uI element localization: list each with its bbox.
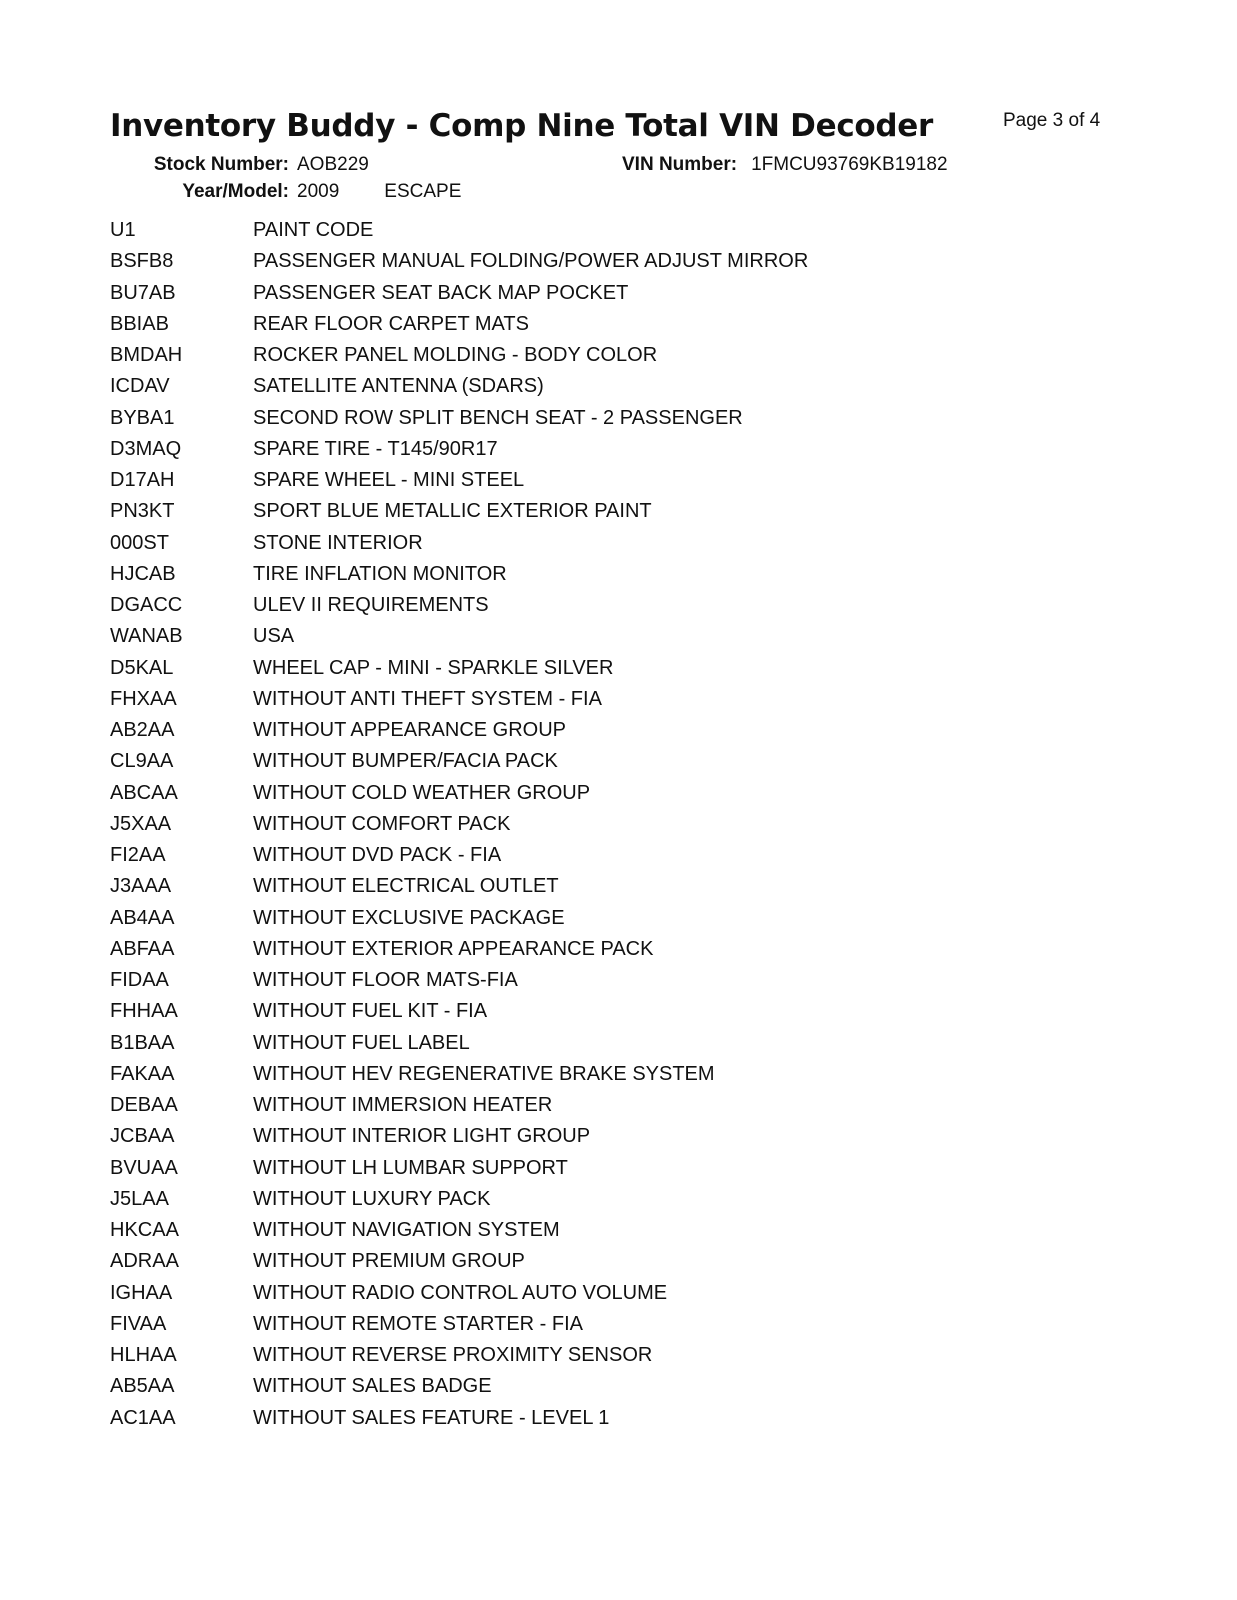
option-description: TIRE INFLATION MONITOR xyxy=(253,562,507,585)
option-description: WITHOUT LUXURY PACK xyxy=(253,1187,491,1210)
option-description: PASSENGER MANUAL FOLDING/POWER ADJUST MIRROR xyxy=(253,250,809,273)
option-row xyxy=(110,434,1110,465)
option-description: SPARE WHEEL - MINI STEEL xyxy=(253,469,525,492)
year-value: 2009 xyxy=(297,181,340,202)
vin-number-field xyxy=(622,154,948,176)
option-row xyxy=(110,903,1110,934)
stock-number-label: Stock Number: xyxy=(153,154,289,175)
option-code: JCBAA xyxy=(110,1125,175,1148)
option-code: DGACC xyxy=(110,594,183,617)
option-description: SATELLITE ANTENNA (SDARS) xyxy=(253,375,544,398)
page-title: Inventory Buddy - Comp Nine Total VIN Decoder xyxy=(110,108,934,144)
option-row xyxy=(110,684,1110,715)
option-description: WITHOUT EXCLUSIVE PACKAGE xyxy=(253,906,565,929)
option-code: 000ST xyxy=(110,531,169,554)
option-code: FIDAA xyxy=(110,969,169,992)
option-code: ADRAA xyxy=(110,1250,179,1273)
option-row xyxy=(110,1121,1110,1152)
option-row xyxy=(110,840,1110,871)
option-row xyxy=(110,715,1110,746)
option-code: ICDAV xyxy=(110,375,170,398)
option-description: WITHOUT FUEL KIT - FIA xyxy=(253,1000,488,1023)
option-code: ABCAA xyxy=(110,781,178,804)
option-row xyxy=(110,1340,1110,1371)
option-row xyxy=(110,965,1110,996)
option-code: FHXAA xyxy=(110,687,177,710)
option-code-list xyxy=(110,215,1110,1434)
option-description: WITHOUT ANTI THEFT SYSTEM - FIA xyxy=(253,687,602,710)
option-code: BU7AB xyxy=(110,281,176,304)
option-code: B1BAA xyxy=(110,1031,175,1054)
option-row xyxy=(110,1153,1110,1184)
option-row xyxy=(110,1215,1110,1246)
option-code: J5XAA xyxy=(110,812,172,835)
option-description: ROCKER PANEL MOLDING - BODY COLOR xyxy=(253,344,658,367)
option-row xyxy=(110,621,1110,652)
option-description: STONE INTERIOR xyxy=(253,531,423,554)
option-description: WITHOUT PREMIUM GROUP xyxy=(253,1250,525,1273)
option-description: WITHOUT HEV REGENERATIVE BRAKE SYSTEM xyxy=(253,1062,715,1085)
option-row xyxy=(110,559,1110,590)
model-value: ESCAPE xyxy=(384,181,462,202)
option-description: WITHOUT REMOTE STARTER - FIA xyxy=(253,1312,583,1335)
option-row xyxy=(110,653,1110,684)
option-row xyxy=(110,778,1110,809)
option-code: CL9AA xyxy=(110,750,174,773)
option-code: BSFB8 xyxy=(110,250,174,273)
option-code: IGHAA xyxy=(110,1281,173,1304)
option-code: HJCAB xyxy=(110,562,176,585)
option-description: WITHOUT COMFORT PACK xyxy=(253,812,511,835)
option-row xyxy=(110,246,1110,277)
option-row xyxy=(110,340,1110,371)
option-row xyxy=(110,934,1110,965)
option-code: FIVAA xyxy=(110,1312,167,1335)
option-description: WITHOUT IMMERSION HEATER xyxy=(253,1094,553,1117)
option-code: FAKAA xyxy=(110,1062,175,1085)
option-description: WITHOUT REVERSE PROXIMITY SENSOR xyxy=(253,1344,653,1367)
option-row xyxy=(110,309,1110,340)
option-description: SPARE TIRE - T145/90R17 xyxy=(253,437,498,460)
option-description: WITHOUT SALES FEATURE - LEVEL 1 xyxy=(253,1406,610,1429)
option-code: AB4AA xyxy=(110,906,175,929)
year-model-label: Year/Model: xyxy=(182,181,289,202)
option-description: WITHOUT BUMPER/FACIA PACK xyxy=(253,750,558,773)
option-description: WITHOUT SALES BADGE xyxy=(253,1375,492,1398)
option-description: PAINT CODE xyxy=(253,219,374,242)
option-row xyxy=(110,809,1110,840)
stock-number-field xyxy=(0,154,369,176)
option-description: WITHOUT INTERIOR LIGHT GROUP xyxy=(253,1125,591,1148)
option-code: ABFAA xyxy=(110,937,175,960)
option-description: WITHOUT FLOOR MATS-FIA xyxy=(253,969,518,992)
option-code: PN3KT xyxy=(110,500,175,523)
option-row xyxy=(110,1246,1110,1277)
option-code: D17AH xyxy=(110,469,175,492)
option-code: BBIAB xyxy=(110,312,169,335)
option-code: AB5AA xyxy=(110,1375,175,1398)
option-description: ULEV II REQUIREMENTS xyxy=(253,594,489,617)
option-description: WITHOUT RADIO CONTROL AUTO VOLUME xyxy=(253,1281,668,1304)
option-description: SPORT BLUE METALLIC EXTERIOR PAINT xyxy=(253,500,652,523)
option-description: USA xyxy=(253,625,295,648)
option-code: HKCAA xyxy=(110,1219,179,1242)
option-row xyxy=(110,1371,1110,1402)
vin-number-value: 1FMCU93769KB19182 xyxy=(751,154,948,175)
option-code: J3AAA xyxy=(110,875,172,898)
option-code: BYBA1 xyxy=(110,406,175,429)
option-row xyxy=(110,1403,1110,1434)
option-row xyxy=(110,1059,1110,1090)
option-description: REAR FLOOR CARPET MATS xyxy=(253,312,529,335)
option-code: AB2AA xyxy=(110,719,175,742)
option-row xyxy=(110,746,1110,777)
option-row xyxy=(110,496,1110,527)
option-description: SECOND ROW SPLIT BENCH SEAT - 2 PASSENGER xyxy=(253,406,743,429)
option-row xyxy=(110,1028,1110,1059)
option-row xyxy=(110,1309,1110,1340)
option-row xyxy=(110,1278,1110,1309)
option-row xyxy=(110,371,1110,402)
vin-number-label: VIN Number: xyxy=(622,154,738,175)
option-code: DEBAA xyxy=(110,1094,178,1117)
option-code: D5KAL xyxy=(110,656,174,679)
option-row xyxy=(110,278,1110,309)
option-row xyxy=(110,996,1110,1027)
option-row xyxy=(110,590,1110,621)
option-description: WITHOUT DVD PACK - FIA xyxy=(253,844,502,867)
option-row xyxy=(110,403,1110,434)
option-row xyxy=(110,528,1110,559)
option-description: WITHOUT FUEL LABEL xyxy=(253,1031,470,1054)
option-code: D3MAQ xyxy=(110,437,182,460)
stock-number-value: AOB229 xyxy=(297,154,369,175)
option-row xyxy=(110,1090,1110,1121)
option-row xyxy=(110,215,1110,246)
option-description: WITHOUT COLD WEATHER GROUP xyxy=(253,781,591,804)
option-code: FHHAA xyxy=(110,1000,178,1023)
option-code: HLHAA xyxy=(110,1344,177,1367)
option-row xyxy=(110,1184,1110,1215)
option-description: WITHOUT ELECTRICAL OUTLET xyxy=(253,875,559,898)
option-description: WITHOUT LH LUMBAR SUPPORT xyxy=(253,1156,568,1179)
option-code: WANAB xyxy=(110,625,183,648)
option-code: J5LAA xyxy=(110,1187,169,1210)
option-code: AC1AA xyxy=(110,1406,176,1429)
option-code: U1 xyxy=(110,219,136,242)
option-row xyxy=(110,465,1110,496)
option-description: WHEEL CAP - MINI - SPARKLE SILVER xyxy=(253,656,614,679)
option-description: WITHOUT EXTERIOR APPEARANCE PACK xyxy=(253,937,654,960)
option-description: WITHOUT APPEARANCE GROUP xyxy=(253,719,567,742)
option-code: FI2AA xyxy=(110,844,166,867)
option-description: WITHOUT NAVIGATION SYSTEM xyxy=(253,1219,560,1242)
year-model-field xyxy=(0,181,461,203)
page-number: Page 3 of 4 xyxy=(1003,110,1101,131)
option-code: BMDAH xyxy=(110,344,183,367)
option-row xyxy=(110,871,1110,902)
option-description: PASSENGER SEAT BACK MAP POCKET xyxy=(253,281,629,304)
option-code: BVUAA xyxy=(110,1156,178,1179)
